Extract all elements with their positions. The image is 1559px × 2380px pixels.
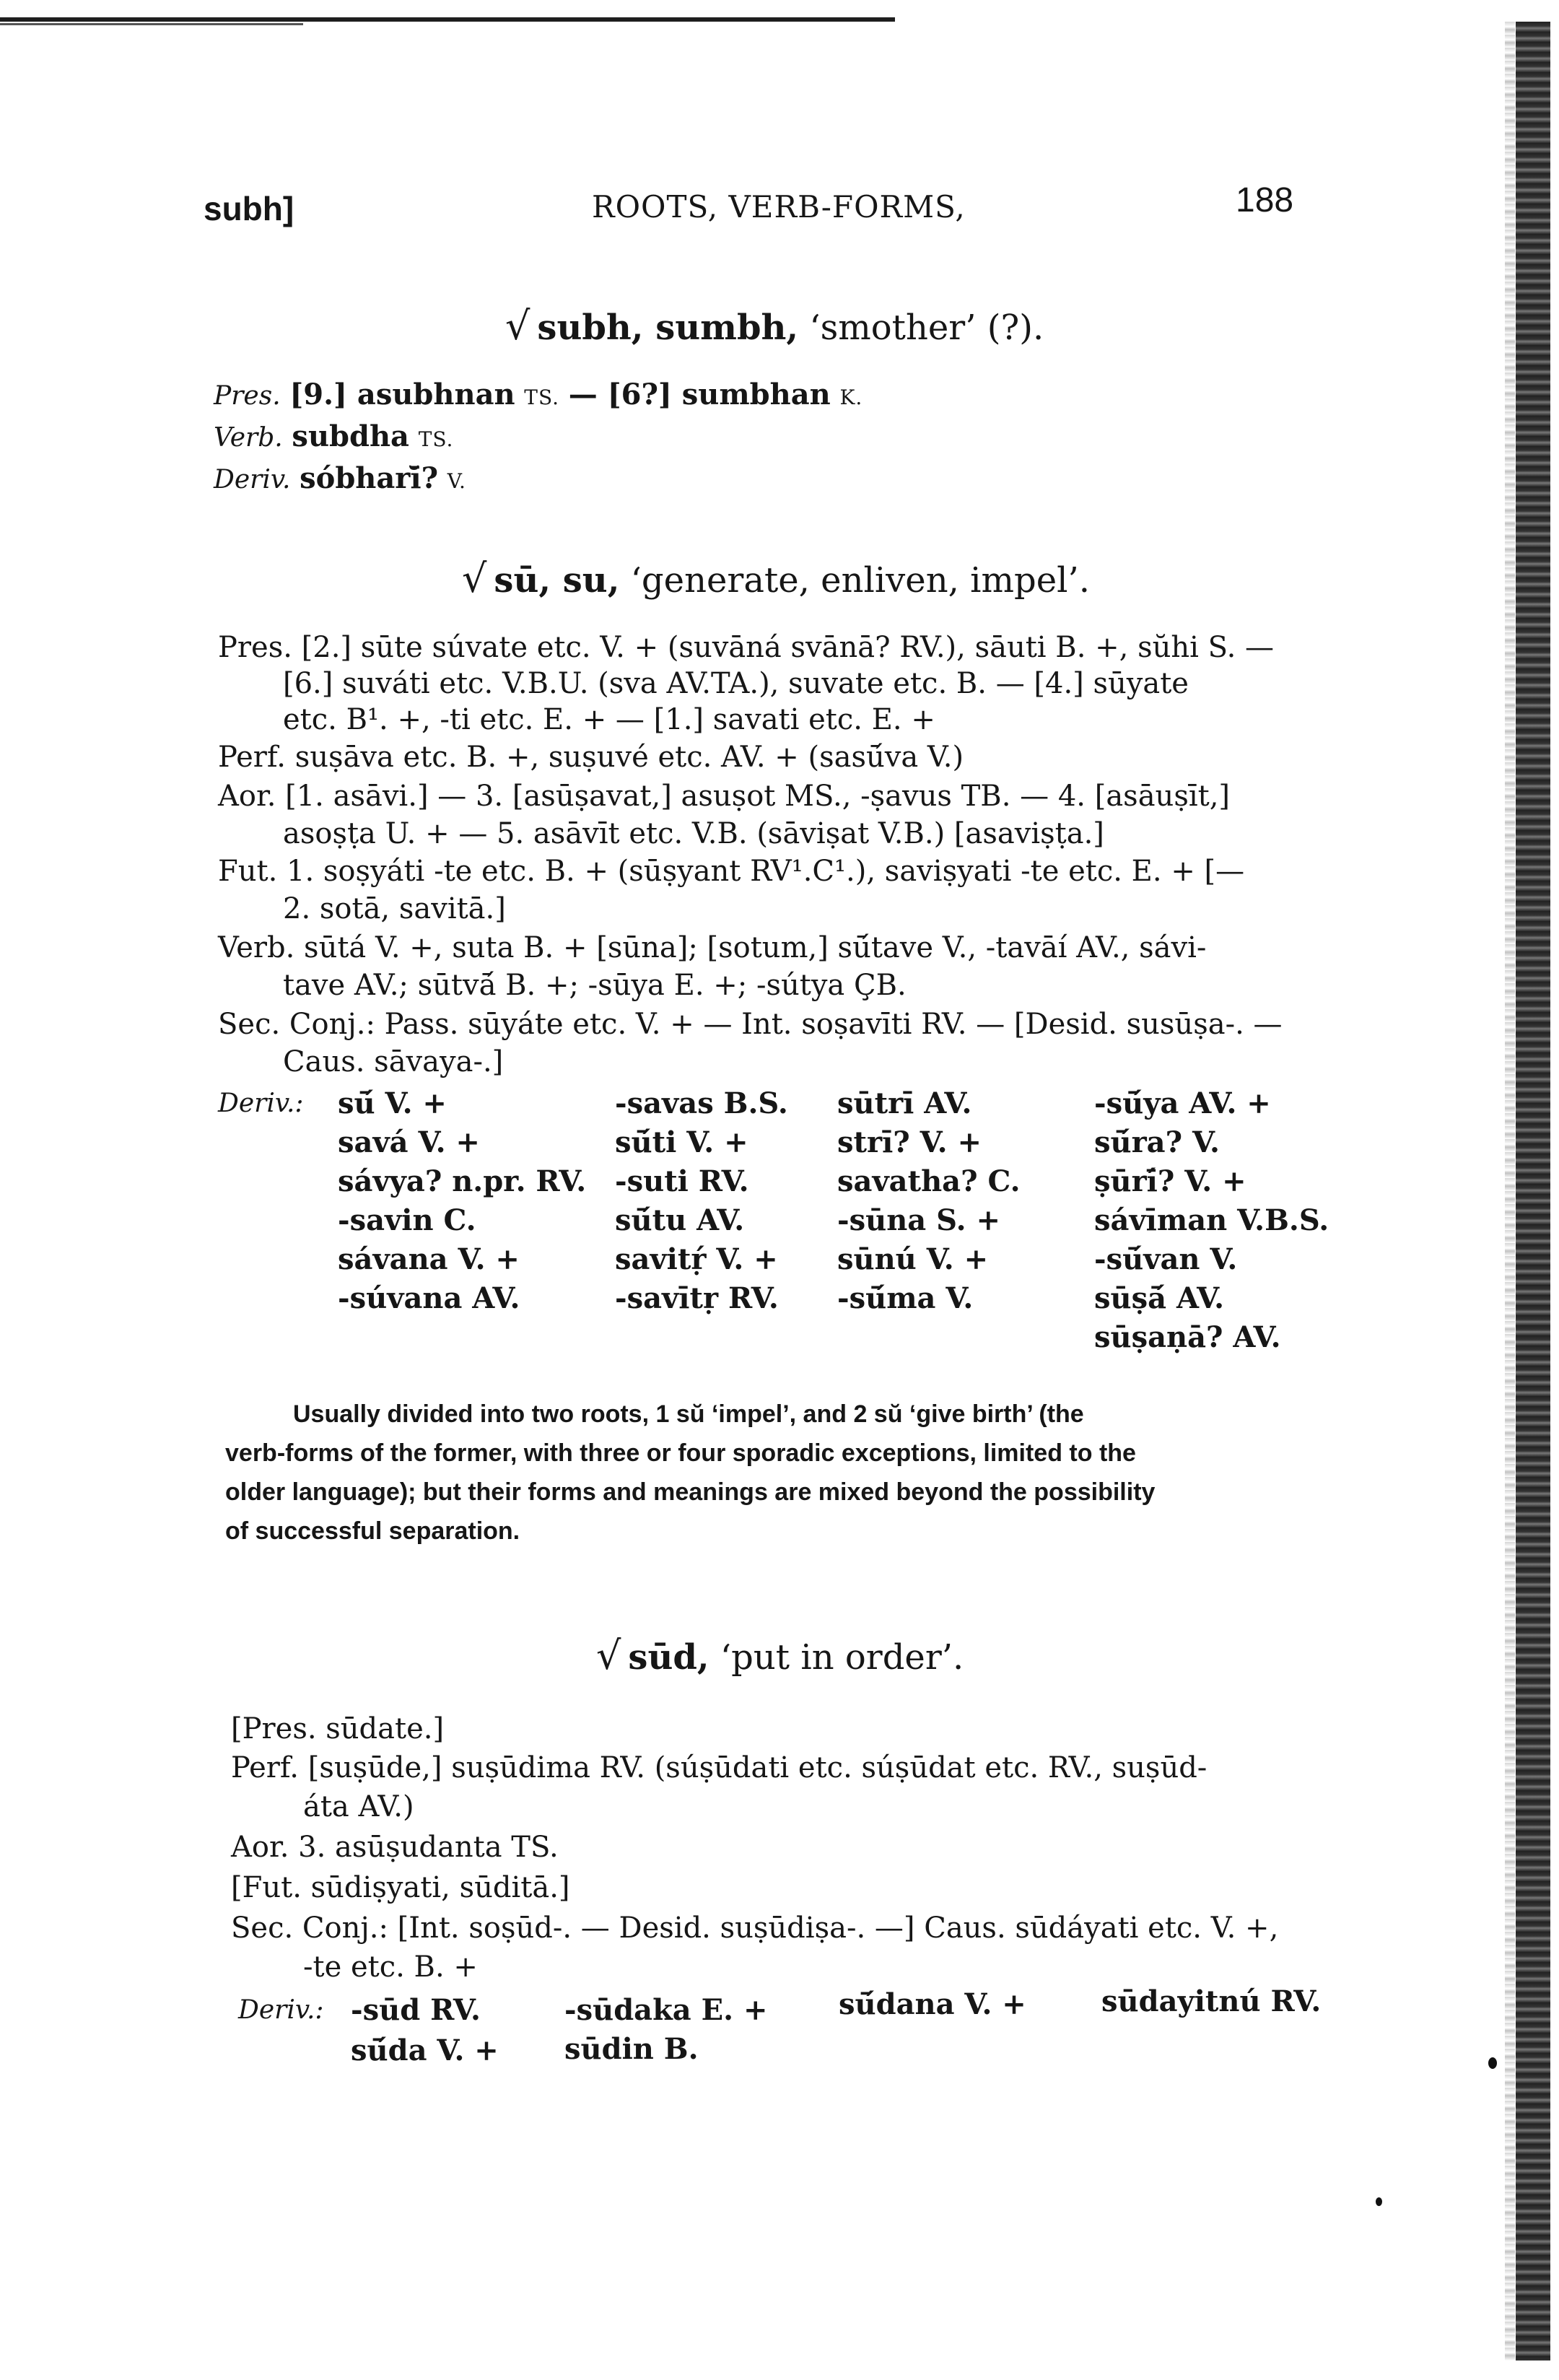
entry-line: Pres. [2.] sūte súvate etc. V. + (suvāná svānā? RV.), sāuti B. +, sŭhi S. — <box>218 631 1275 664</box>
radical-sign-icon: √ <box>462 556 487 601</box>
deriv-item: -savītṛ RV. <box>615 1281 779 1315</box>
entry-line: Sec. Conj.: Pass. sūyáte etc. V. + — Int. soṣavīti RV. — [Desid. susūṣa-. — <box>218 1008 1283 1041</box>
entry-line: áta AV.) <box>303 1790 414 1823</box>
entry-line: Perf. [suṣūde,] suṣūdima RV. (súṣūdati etc. súṣūdat etc. RV., suṣūd- <box>231 1751 1208 1784</box>
deriv-item: sūṣā́ AV. <box>1094 1281 1225 1315</box>
entry-line: Caus. sāvaya-.] <box>283 1045 504 1078</box>
deriv-item: sū́ti V. + <box>615 1125 748 1159</box>
entry-label: Verb. <box>214 423 283 453</box>
entry-forms: [9.] asubhnan <box>289 378 515 411</box>
deriv-item: sū́dana V. + <box>839 1987 1026 2021</box>
entry-line: 2. sotā, savitā.] <box>283 892 506 925</box>
deriv-item: strī? V. + <box>837 1125 982 1159</box>
root-heading-sud <box>596 1633 964 1678</box>
running-header-title: ROOTS, VERB-FORMS, <box>592 189 966 225</box>
deriv-item: sū́tu AV. <box>615 1203 745 1237</box>
entry-line: Aor. 3. asūṣudanta TS. <box>231 1831 559 1864</box>
note-line: older language); but their forms and meanings are mixed beyond the possibility <box>225 1478 1156 1506</box>
deriv-item: savatha? C. <box>837 1164 1021 1198</box>
root-heading-gloss: ‘smother’ (?). <box>809 308 1044 348</box>
deriv-item: savá V. + <box>338 1125 480 1159</box>
entry-line: -te etc. B. + <box>303 1950 478 1984</box>
deriv-item: ṣūrī́? V. + <box>1094 1164 1246 1198</box>
deriv-item: sávana V. + <box>338 1242 520 1276</box>
deriv-item: sávīman V.B.S. <box>1094 1203 1329 1237</box>
top-rule-shadow <box>0 23 303 25</box>
deriv-item: sūdayitnú RV. <box>1101 1984 1322 2018</box>
source-abbr: V. <box>447 469 466 493</box>
radical-sign-icon: √ <box>596 1633 621 1678</box>
deriv-item: -sūdaka E. + <box>564 1993 768 2027</box>
deriv-item: sūṣaṇā? AV. <box>1094 1320 1281 1354</box>
deriv-item: -sūna S. + <box>837 1203 1000 1237</box>
entry-line: etc. B¹. +, -ti etc. E. + — [1.] savati etc. E. + <box>283 703 935 736</box>
source-abbr: K. <box>839 385 863 409</box>
page-number: 188 <box>1236 181 1294 219</box>
root-heading-forms: sū, su, <box>494 560 620 601</box>
deriv-label: Deriv.: <box>218 1089 304 1118</box>
deriv-item: -savas B.S. <box>615 1086 788 1120</box>
deriv-item: -sū́van V. <box>1094 1242 1238 1276</box>
deriv-item: sūnú V. + <box>837 1242 989 1276</box>
entry-line: [Fut. sūdiṣyati, sūditā.] <box>231 1871 570 1904</box>
source-abbr: TS. <box>418 427 454 451</box>
entry-line: [6.] suváti etc. V.B.U. (sva AV.TA.), suvate etc. B. — [4.] sūyate <box>283 667 1189 700</box>
note-line: verb-forms of the former, with three or four sporadic exceptions, limited to the <box>225 1439 1136 1467</box>
root-heading-forms: subh, sumbh, <box>537 308 799 348</box>
deriv-item: -suti RV. <box>615 1164 749 1198</box>
root-heading-gloss: ‘generate, enliven, impel’. <box>630 560 1090 601</box>
source-abbr: TS. <box>524 385 560 409</box>
deriv-item: sū́ra? V. <box>1094 1125 1220 1159</box>
entry-line: Perf. suṣāva etc. B. +, suṣuvé etc. AV. + (sasū́va V.) <box>218 741 964 774</box>
root-heading-su <box>462 556 1090 601</box>
entry-line <box>214 377 863 416</box>
top-rule <box>0 17 895 22</box>
deriv-item: sū́ V. + <box>338 1086 447 1120</box>
deriv-item: -savin C. <box>338 1203 476 1237</box>
note-line: Usually divided into two roots, 1 sŭ ‘impel’, and 2 sŭ ‘give birth’ (the <box>293 1400 1084 1428</box>
entry-line <box>214 419 453 458</box>
entry-label: Pres. <box>214 381 281 411</box>
binding-edge-light <box>1505 22 1515 2361</box>
explanatory-note <box>225 1395 1337 1551</box>
deriv-item: -súvana AV. <box>338 1281 520 1315</box>
deriv-item: sūtrī AV. <box>837 1086 972 1120</box>
deriv-label: Deriv.: <box>238 1995 324 2025</box>
root-heading-gloss: ‘put in order’. <box>720 1637 964 1678</box>
radical-sign-icon: √ <box>505 303 530 349</box>
entry-line <box>214 461 466 500</box>
deriv-item: savitṛ́ V. + <box>615 1242 778 1276</box>
entry-line: Fut. 1. soṣyáti -te etc. B. + (sūṣyant RV¹.C¹.), saviṣyati -te etc. E. + [— <box>218 855 1245 888</box>
deriv-item: sū́da V. + <box>351 2034 499 2067</box>
deriv-item: -sū́ma V. <box>837 1281 974 1315</box>
note-line: of successful separation. <box>225 1517 520 1545</box>
entry-forms: — [6?] sumbhan <box>568 378 831 411</box>
entry-line: Verb. sūtá V. +, suta B. + [sūna]; [sotum,] sū́tave V., -tavāí AV., sávi- <box>218 931 1207 964</box>
binding-edge <box>1516 22 1550 2361</box>
root-heading-subh <box>505 303 1044 349</box>
root-heading-forms: sūd, <box>628 1637 709 1678</box>
deriv-item: sávya? n.pr. RV. <box>338 1164 587 1198</box>
entry-line: tave AV.; sūtvā́ B. +; -sūya E. +; -sútya ÇB. <box>283 969 907 1002</box>
entry-forms: sóbharī̆? <box>300 461 438 495</box>
deriv-item: -sū́ya AV. + <box>1094 1086 1271 1120</box>
entry-label: Deriv. <box>214 465 291 494</box>
entry-forms: subdha <box>292 419 409 453</box>
entry-line: Sec. Conj.: [Int. soṣūd-. — Desid. suṣūdiṣa-. —] Caus. sūdáyati etc. V. +, <box>231 1912 1279 1945</box>
entry-line: [Pres. sūdate.] <box>231 1712 445 1745</box>
ink-spot <box>1488 2057 1497 2069</box>
entry-line: asoṣṭa U. + — 5. asāvīt etc. V.B. (sāviṣat V.B.) [asaviṣṭa.] <box>283 817 1104 850</box>
entry-line: Aor. [1. asāvi.] — 3. [asūṣavat,] asuṣot MS., -ṣavus TB. — 4. [asāuṣīt,] <box>218 780 1231 813</box>
ink-spot <box>1376 2197 1382 2206</box>
deriv-item: sūdin B. <box>564 2032 699 2066</box>
deriv-item: -sūd RV. <box>351 1993 481 2027</box>
running-header-left: subh] <box>204 190 294 227</box>
